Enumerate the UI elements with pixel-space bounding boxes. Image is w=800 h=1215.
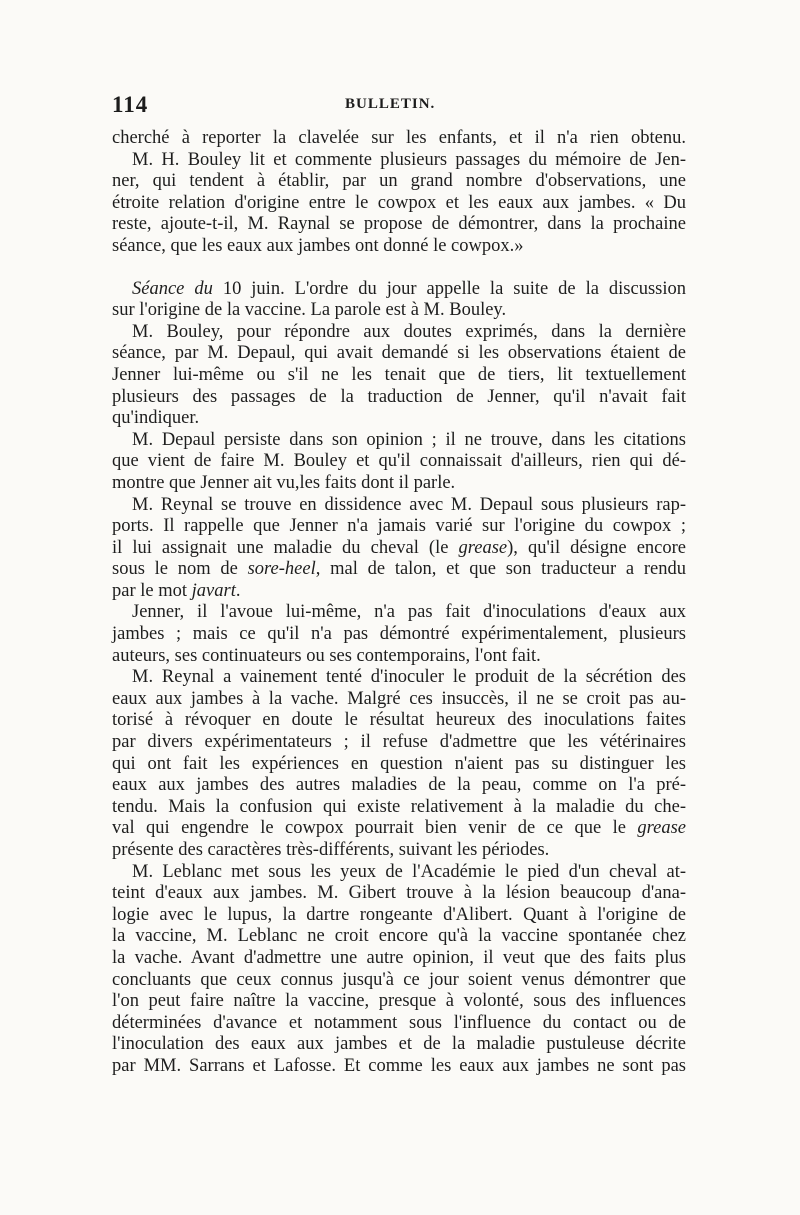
text-line — [112, 818, 686, 840]
text-line — [112, 538, 686, 560]
text-line: eaux aux jambes des autres maladies de la peau, comme on l'a pré- — [112, 775, 686, 796]
text-line: Jenner, il l'avoue lui-même, n'a pas fait d'inoculations d'eaux aux — [132, 602, 686, 623]
text-line: l'on peut faire naître la vaccine, presque à volonté, sous des influences — [112, 991, 686, 1012]
text-segment: il lui assignait une maladie du cheval (le — [112, 537, 459, 558]
text-line: jambes ; mais ce qu'il n'a pas démontré expérimentalement, plusieurs — [112, 624, 686, 645]
text-line: par MM. Sarrans et Lafosse. Et comme les eaux aux jambes ne sont pas — [112, 1055, 686, 1076]
text-line: ner, qui tendent à établir, par un grand nombre d'observations, une — [112, 171, 686, 192]
text-segment: . — [235, 580, 241, 601]
text-line: teint d'eaux aux jambes. M. Gibert trouve à la lésion beaucoup d'ana- — [112, 883, 686, 904]
text-line: la vache. Avant d'admettre une autre opinion, il veut que des faits plus — [112, 947, 686, 968]
text-line: montre que Jenner ait vu,les faits dont il parle. — [112, 472, 456, 493]
text-line: qui ont fait les expériences en question n'aient pas su distinguer les — [112, 753, 686, 774]
italic-term: grease — [637, 818, 686, 839]
text-line: M. Reynal a vainement tenté d'inoculer le produit de la sécrétion des — [132, 667, 686, 688]
text-line: M. Leblanc met sous les yeux de l'Académie le pied d'un cheval at- — [132, 861, 686, 882]
text-segment: par le mot — [112, 580, 192, 601]
text-line: présente des caractères très-différents, suivant les périodes. — [112, 840, 550, 860]
text-line: Jenner lui-même ou s'il ne les tenait que de tiers, lit textuellement — [112, 364, 686, 385]
text-line: logie avec le lupus, la dartre rongeante d'Alibert. Quant à l'origine de — [112, 904, 686, 925]
text-line: séance, par M. Depaul, qui avait demandé si les observations étaient de — [112, 343, 686, 364]
text-line: reste, ajoute-t-il, M. Raynal se propose de démontrer, dans la prochaine — [112, 214, 686, 235]
text-line: étroite relation d'origine entre le cowpox et les eaux aux jambes. « Du — [112, 192, 686, 213]
text-segment: val qui engendre le cowpox pourrait bien venir de ce que le — [112, 818, 638, 839]
text-line: séance, que les eaux aux jambes ont donné le cowpox.» — [112, 235, 524, 256]
text-segment: ), qu'il désigne encore — [507, 537, 686, 558]
text-line — [112, 581, 686, 603]
text-line: M. Bouley, pour répondre aux doutes exprimés, dans la dernière — [132, 321, 686, 342]
text-line: concluants que ceux connus jusqu'à ce jour soient venus démontrer que — [112, 969, 686, 990]
text-line: cherché à reporter la clavelée sur les enfants, et il n'a rien obtenu. — [112, 128, 686, 148]
text-line: eaux aux jambes à la vache. Malgré ces insuccès, il ne se croit pas au- — [112, 688, 686, 709]
text-line: qu'indiquer. — [112, 408, 200, 429]
text-line: la vaccine, M. Leblanc ne croit encore qu'à la vaccine spontanée chez — [112, 926, 686, 947]
page-header — [112, 92, 686, 120]
text-line: l'inoculation des eaux aux jambes et de la maladie pustuleuse décrite — [112, 1034, 686, 1055]
session-heading-text: 10 juin. L'ordre du jour appelle la suite de la discussion — [222, 278, 686, 299]
text-line: M. H. Bouley lit et commente plusieurs passages du mémoire de Jen- — [132, 149, 686, 170]
text-line: déterminées d'avance et notamment sous l'influence du contact ou de — [112, 1012, 686, 1033]
italic-term: sore-heel — [247, 559, 316, 580]
session-date-label: Séance du — [132, 278, 223, 299]
text-segment: sous le nom de — [112, 559, 248, 580]
text-line: torisé à révoquer en doute le résultat heureux des inoculations faites — [112, 710, 686, 731]
text-line — [112, 559, 686, 581]
session-heading-line — [112, 279, 686, 301]
running-head: BULLETIN. — [345, 96, 436, 112]
text-line: tendu. Mais la confusion qui existe relativement à la maladie du che- — [112, 796, 686, 817]
body-text — [112, 128, 686, 1078]
italic-term: javart — [191, 580, 236, 601]
text-line: sur l'origine de la vaccine. La parole est à M. Bouley. — [112, 300, 507, 321]
text-line: auteurs, ses continuateurs ou ses contemporains, l'ont fait. — [112, 645, 541, 666]
text-line: M. Reynal se trouve en dissidence avec M. Depaul sous plusieurs rap- — [132, 494, 686, 515]
page-number: 114 — [112, 92, 149, 117]
italic-term: grease — [458, 537, 508, 558]
text-line: par divers expérimentateurs ; il refuse d'admettre que les vétérinaires — [112, 732, 686, 753]
text-line: que vient de faire M. Bouley et qu'il connaissait d'ailleurs, rien qui dé- — [112, 451, 686, 472]
text-segment: , mal de talon, et que son traducteur a rendu — [315, 559, 686, 580]
text-line: M. Depaul persiste dans son opinion ; il ne trouve, dans les citations — [132, 429, 686, 450]
text-line: ports. Il rappelle que Jenner n'a jamais varié sur l'origine du cowpox ; — [112, 516, 686, 537]
text-line: plusieurs des passages de la traduction de Jenner, qu'il n'avait fait — [112, 386, 686, 407]
